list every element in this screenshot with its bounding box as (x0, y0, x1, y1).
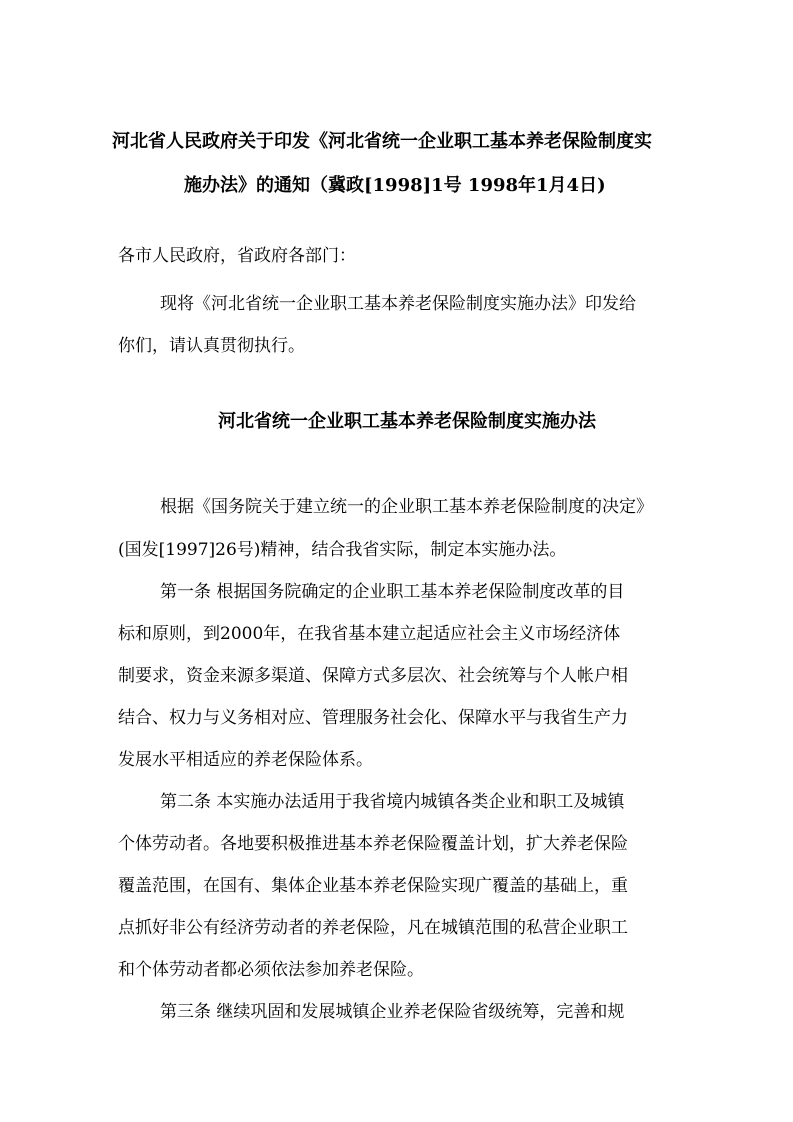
intro-line-1: 现将《河北省统一企业职工基本养老保险制度实施办法》印发给 (160, 294, 636, 314)
body-line: 根据《国务院关于建立统一的企业职工基本养老保险制度的决定》 (160, 497, 653, 517)
section-title: 河北省统一企业职工基本养老保险制度实施办法 (218, 411, 596, 432)
body-line: 和个体劳动者都必须依法参加养老保险。 (118, 960, 424, 980)
body-line: 标和原则，到2000年，在我省基本建立起适应社会主义市场经济体 (118, 624, 621, 644)
salutation: 各市人民政府，省政府各部门： (118, 246, 356, 266)
body-line: 发展水平相适应的养老保险体系。 (118, 750, 373, 770)
body-line: 第三条 继续巩固和发展城镇企业养老保险省级统筹，完善和规 (160, 1002, 625, 1022)
document-title-line-1: 河北省人民政府关于印发《河北省统一企业职工基本养老保险制度实 (112, 131, 652, 152)
body-line: 点抓好非公有经济劳动者的养老保险，凡在城镇范围的私营企业职工 (118, 918, 628, 938)
body-line: (国发[1997]26号)精神，结合我省实际，制定本实施办法。 (118, 540, 567, 560)
body-line: 第二条 本实施办法适用于我省境内城镇各类企业和职工及城镇 (160, 792, 625, 812)
body-line: 个体劳动者。各地要积极推进基本养老保险覆盖计划，扩大养老保险 (118, 834, 628, 854)
body-line: 结合、权力与义务相对应、管理服务社会化、保障水平与我省生产力 (118, 708, 628, 728)
body-line: 覆盖范围，在国有、集体企业基本养老保险实现广覆盖的基础上，重 (118, 876, 628, 896)
document-title-line-2: 施办法》的通知（冀政[1998]1号 1998年1月4日) (184, 175, 606, 196)
body-line: 制要求，资金来源多渠道、保障方式多层次、社会统筹与个人帐户相 (118, 666, 628, 686)
intro-line-2: 你们，请认真贯彻执行。 (118, 336, 305, 356)
body-line: 第一条 根据国务院确定的企业职工基本养老保险制度改革的目 (160, 582, 625, 602)
